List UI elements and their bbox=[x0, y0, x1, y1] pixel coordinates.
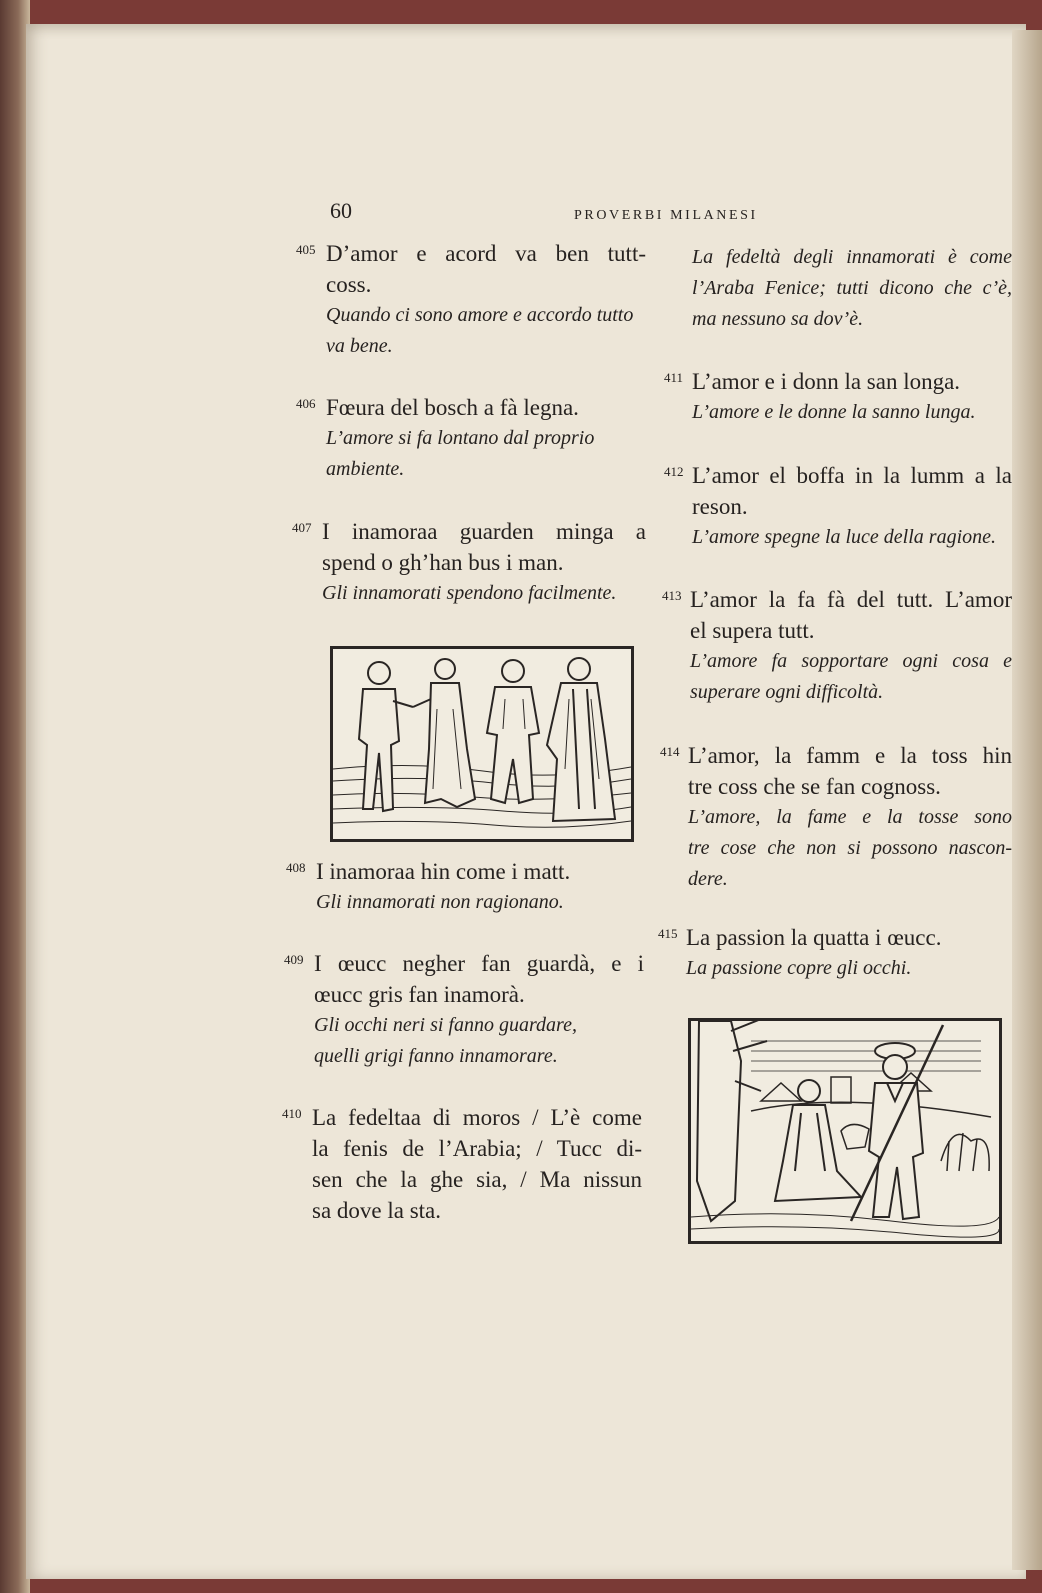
proverb-entry-411 bbox=[664, 366, 1012, 428]
entry-number: 411 bbox=[664, 370, 684, 385]
entry-number: 412 bbox=[664, 464, 684, 479]
translation-text: L’amore e le donne la sanno lunga. bbox=[692, 401, 976, 423]
proverb-text: L’amor e i donn la san longa. bbox=[692, 369, 961, 394]
proverb-text: La passion la quatta i œucc. bbox=[686, 925, 942, 950]
proverb-text: La fedeltaa di moros / L’è come la fenis de l’Arabia; / Tucc di- sen che la ghe sia, / Ma nissun sa dove la sta. bbox=[312, 1105, 642, 1223]
translation-text: Gli innamorati spendono facilmente. bbox=[322, 582, 617, 604]
translation-text: Gli occhi neri si fanno guardare, quelli grigi fanno innamorare. bbox=[314, 1014, 577, 1067]
proverb-entry-410 bbox=[282, 1102, 642, 1226]
proverb-entry-407 bbox=[292, 516, 646, 609]
woodcut-four-figures bbox=[330, 646, 634, 842]
proverb-entry-408 bbox=[286, 856, 646, 918]
translation-text: La passione copre gli occhi. bbox=[686, 957, 912, 979]
proverb-text: I inamoraa guarden minga a spend o gh’han bus i man. bbox=[322, 519, 646, 575]
translation-text: L’amore fa sopportare ogni cosa e superare ogni difficoltà. bbox=[690, 650, 1012, 703]
proverb-text: L’amor el boffa in la lumm a la reson. bbox=[692, 463, 1012, 519]
entry-number: 413 bbox=[662, 588, 682, 603]
entry-number: 415 bbox=[658, 926, 678, 941]
translation-text: L’amore, la fame e la tosse sono tre cose che non si possono nascon- dere. bbox=[688, 806, 1012, 890]
running-head: PROVERBI MILANESI bbox=[574, 208, 758, 223]
proverb-entry-409 bbox=[284, 948, 644, 1072]
entry-number: 410 bbox=[282, 1106, 302, 1121]
entry-number: 407 bbox=[292, 520, 312, 535]
proverb-text: I inamoraa hin come i matt. bbox=[316, 859, 571, 884]
proverb-entry-412 bbox=[664, 460, 1012, 553]
entry-number: 409 bbox=[284, 952, 304, 967]
entry-number: 414 bbox=[660, 744, 680, 759]
proverb-text: L’amor la fa fà del tutt. L’amor el supera tutt. bbox=[690, 587, 1012, 643]
translation-text: Quando ci sono amore e accordo tutto va bene. bbox=[326, 304, 634, 357]
proverb-entry-406 bbox=[296, 392, 646, 485]
translation-text: L’amore si fa lontano dal proprio ambiente. bbox=[326, 427, 595, 480]
entry-number: 408 bbox=[286, 860, 306, 875]
woodcut-illustration bbox=[691, 1021, 999, 1241]
proverb-text: Fœura del bosch a fà legna. bbox=[326, 395, 579, 420]
proverb-entry-414 bbox=[660, 740, 1012, 895]
translation-text: Gli innamorati non ragionano. bbox=[316, 891, 564, 913]
translation-text: La fedeltà degli innamorati è come l’Araba Fenice; tutti dicono che c’è, ma nessuno sa dov’è. bbox=[692, 246, 1012, 330]
translation-text: L’amore spegne la luce della ragione. bbox=[692, 526, 997, 548]
woodcut-pilgrim-scene bbox=[688, 1018, 1002, 1244]
entry-number: 406 bbox=[296, 396, 316, 411]
woodcut-illustration bbox=[333, 649, 631, 839]
entry-number: 405 bbox=[296, 242, 316, 257]
proverb-text: D’amor e acord va ben tutt- coss. bbox=[326, 241, 646, 297]
proverb-entry-415 bbox=[658, 922, 1012, 984]
page-number: 60 bbox=[330, 198, 352, 223]
proverb-text: I œucc negher fan guardà, e i œucc gris fan inamorà. bbox=[314, 951, 644, 1007]
translation-entry-410-cont bbox=[692, 242, 1012, 335]
proverb-text: L’amor, la famm e la toss hin tre coss che se fan cognoss. bbox=[688, 743, 1012, 799]
proverb-entry-413 bbox=[662, 584, 1012, 708]
proverb-entry-405 bbox=[296, 238, 646, 362]
next-page-edge bbox=[1012, 30, 1042, 1570]
